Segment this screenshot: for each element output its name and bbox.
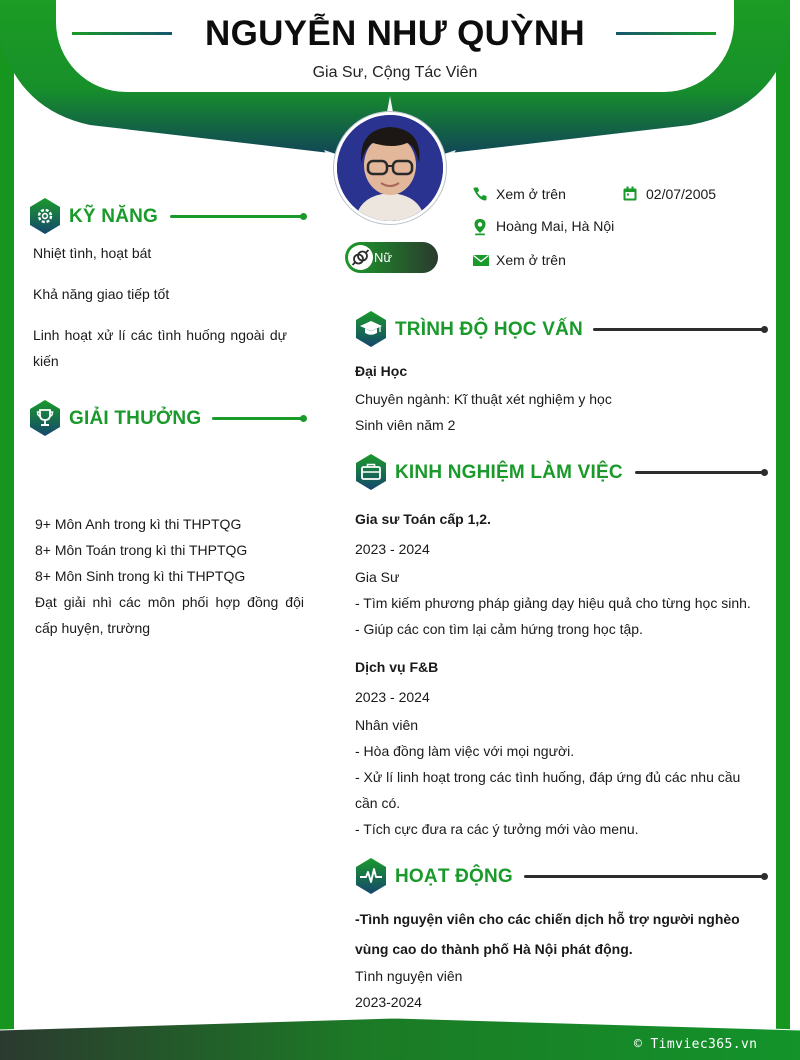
awards-section-heading [29, 400, 309, 440]
gender-icon [348, 245, 373, 270]
job-detail: - Xử lí linh hoạt trong các tình huống, đáp ứng đủ các nhu cầu cần có. [355, 769, 741, 811]
skill-item: Khả năng giao tiếp tốt [33, 286, 170, 302]
job-detail: - Tích cực đưa ra các ý tưởng mới vào menu. [355, 821, 639, 837]
education-year: Sinh viên năm 2 [355, 417, 456, 433]
address-value: Hoàng Mai, Hà Nội [496, 218, 615, 234]
award-item: 9+ Môn Anh trong kì thi THPTQG [35, 516, 242, 532]
experience-divider [635, 471, 765, 474]
heartbeat-icon [355, 858, 387, 894]
candidate-name: NGUYỄN NHƯ QUỲNH [205, 14, 585, 53]
gender-label: Nữ [374, 250, 393, 265]
graduation-cap-icon [355, 311, 387, 347]
briefcase-icon [355, 454, 387, 490]
job-detail: - Hòa đồng làm việc với mọi người. [355, 743, 575, 759]
education-section-heading [355, 311, 775, 351]
calendar-icon [622, 186, 638, 202]
activities-title: HOẠT ĐỘNG [395, 866, 513, 887]
footer-brand: © Timviec365.vn [634, 1037, 758, 1052]
skills-section-heading [29, 198, 309, 238]
job-role: Gia Sư [355, 569, 400, 585]
experience-title: KINH NGHIỆM LÀM VIỆC [395, 462, 623, 483]
job-detail: - Giúp các con tìm lại cảm hứng trong học tập. [355, 621, 643, 637]
email-icon [472, 252, 490, 268]
email-value: Xem ở trên [496, 252, 566, 268]
job-period: 2023 - 2024 [355, 689, 430, 705]
gear-icon [29, 198, 61, 234]
page-edge [790, 0, 800, 1060]
location-pin-icon [472, 218, 488, 236]
experience-section-heading [355, 454, 775, 494]
avatar [334, 112, 446, 224]
awards-divider [212, 417, 304, 420]
skill-item: Linh hoạt xử lí các tình huống ngoài dự kiến [33, 327, 287, 369]
job-period: 2023 - 2024 [355, 541, 430, 557]
trophy-icon [29, 400, 61, 436]
activities-section-heading [355, 858, 775, 898]
activity-name: -Tình nguyện viên cho các chiến dịch hỗ trợ người nghèo vùng cao do thành phố Hà Nội phát động. [355, 911, 740, 957]
job-detail: - Tìm kiếm phương pháp giảng dạy hiệu quả cho từng học sinh. [355, 595, 751, 611]
gender-badge [345, 242, 438, 273]
skill-item: Nhiệt tình, hoạt bát [33, 245, 152, 261]
birthday-value: 02/07/2005 [646, 186, 717, 202]
awards-title: GIẢI THƯỞNG [69, 408, 202, 429]
job-title: Gia Sư, Cộng Tác Viên [312, 64, 478, 81]
education-title: TRÌNH ĐỘ HỌC VẤN [395, 319, 583, 340]
award-item: 8+ Môn Sinh trong kì thi THPTQG [35, 568, 246, 584]
award-item: 8+ Môn Toán trong kì thi THPTQG [35, 542, 248, 558]
education-divider [593, 328, 765, 331]
avatar-portrait [337, 115, 443, 221]
activities-divider [524, 875, 765, 878]
education-school: Đại Học [355, 363, 408, 379]
phone-value: Xem ở trên [496, 186, 566, 202]
activity-period: 2023-2024 [355, 994, 422, 1010]
job-company: Gia sư Toán cấp 1,2. [355, 511, 491, 527]
skills-title: KỸ NĂNG [69, 206, 159, 227]
skills-divider [170, 215, 304, 218]
award-item: Đạt giải nhì các môn phối hợp đồng đội cấp huyện, trường [35, 594, 304, 636]
phone-icon [472, 186, 488, 202]
education-major: Chuyên ngành: Kĩ thuật xét nghiệm y học [355, 391, 612, 407]
job-company: Dịch vụ F&B [355, 659, 439, 675]
activity-role: Tình nguyện viên [355, 968, 463, 984]
job-role: Nhân viên [355, 717, 419, 733]
